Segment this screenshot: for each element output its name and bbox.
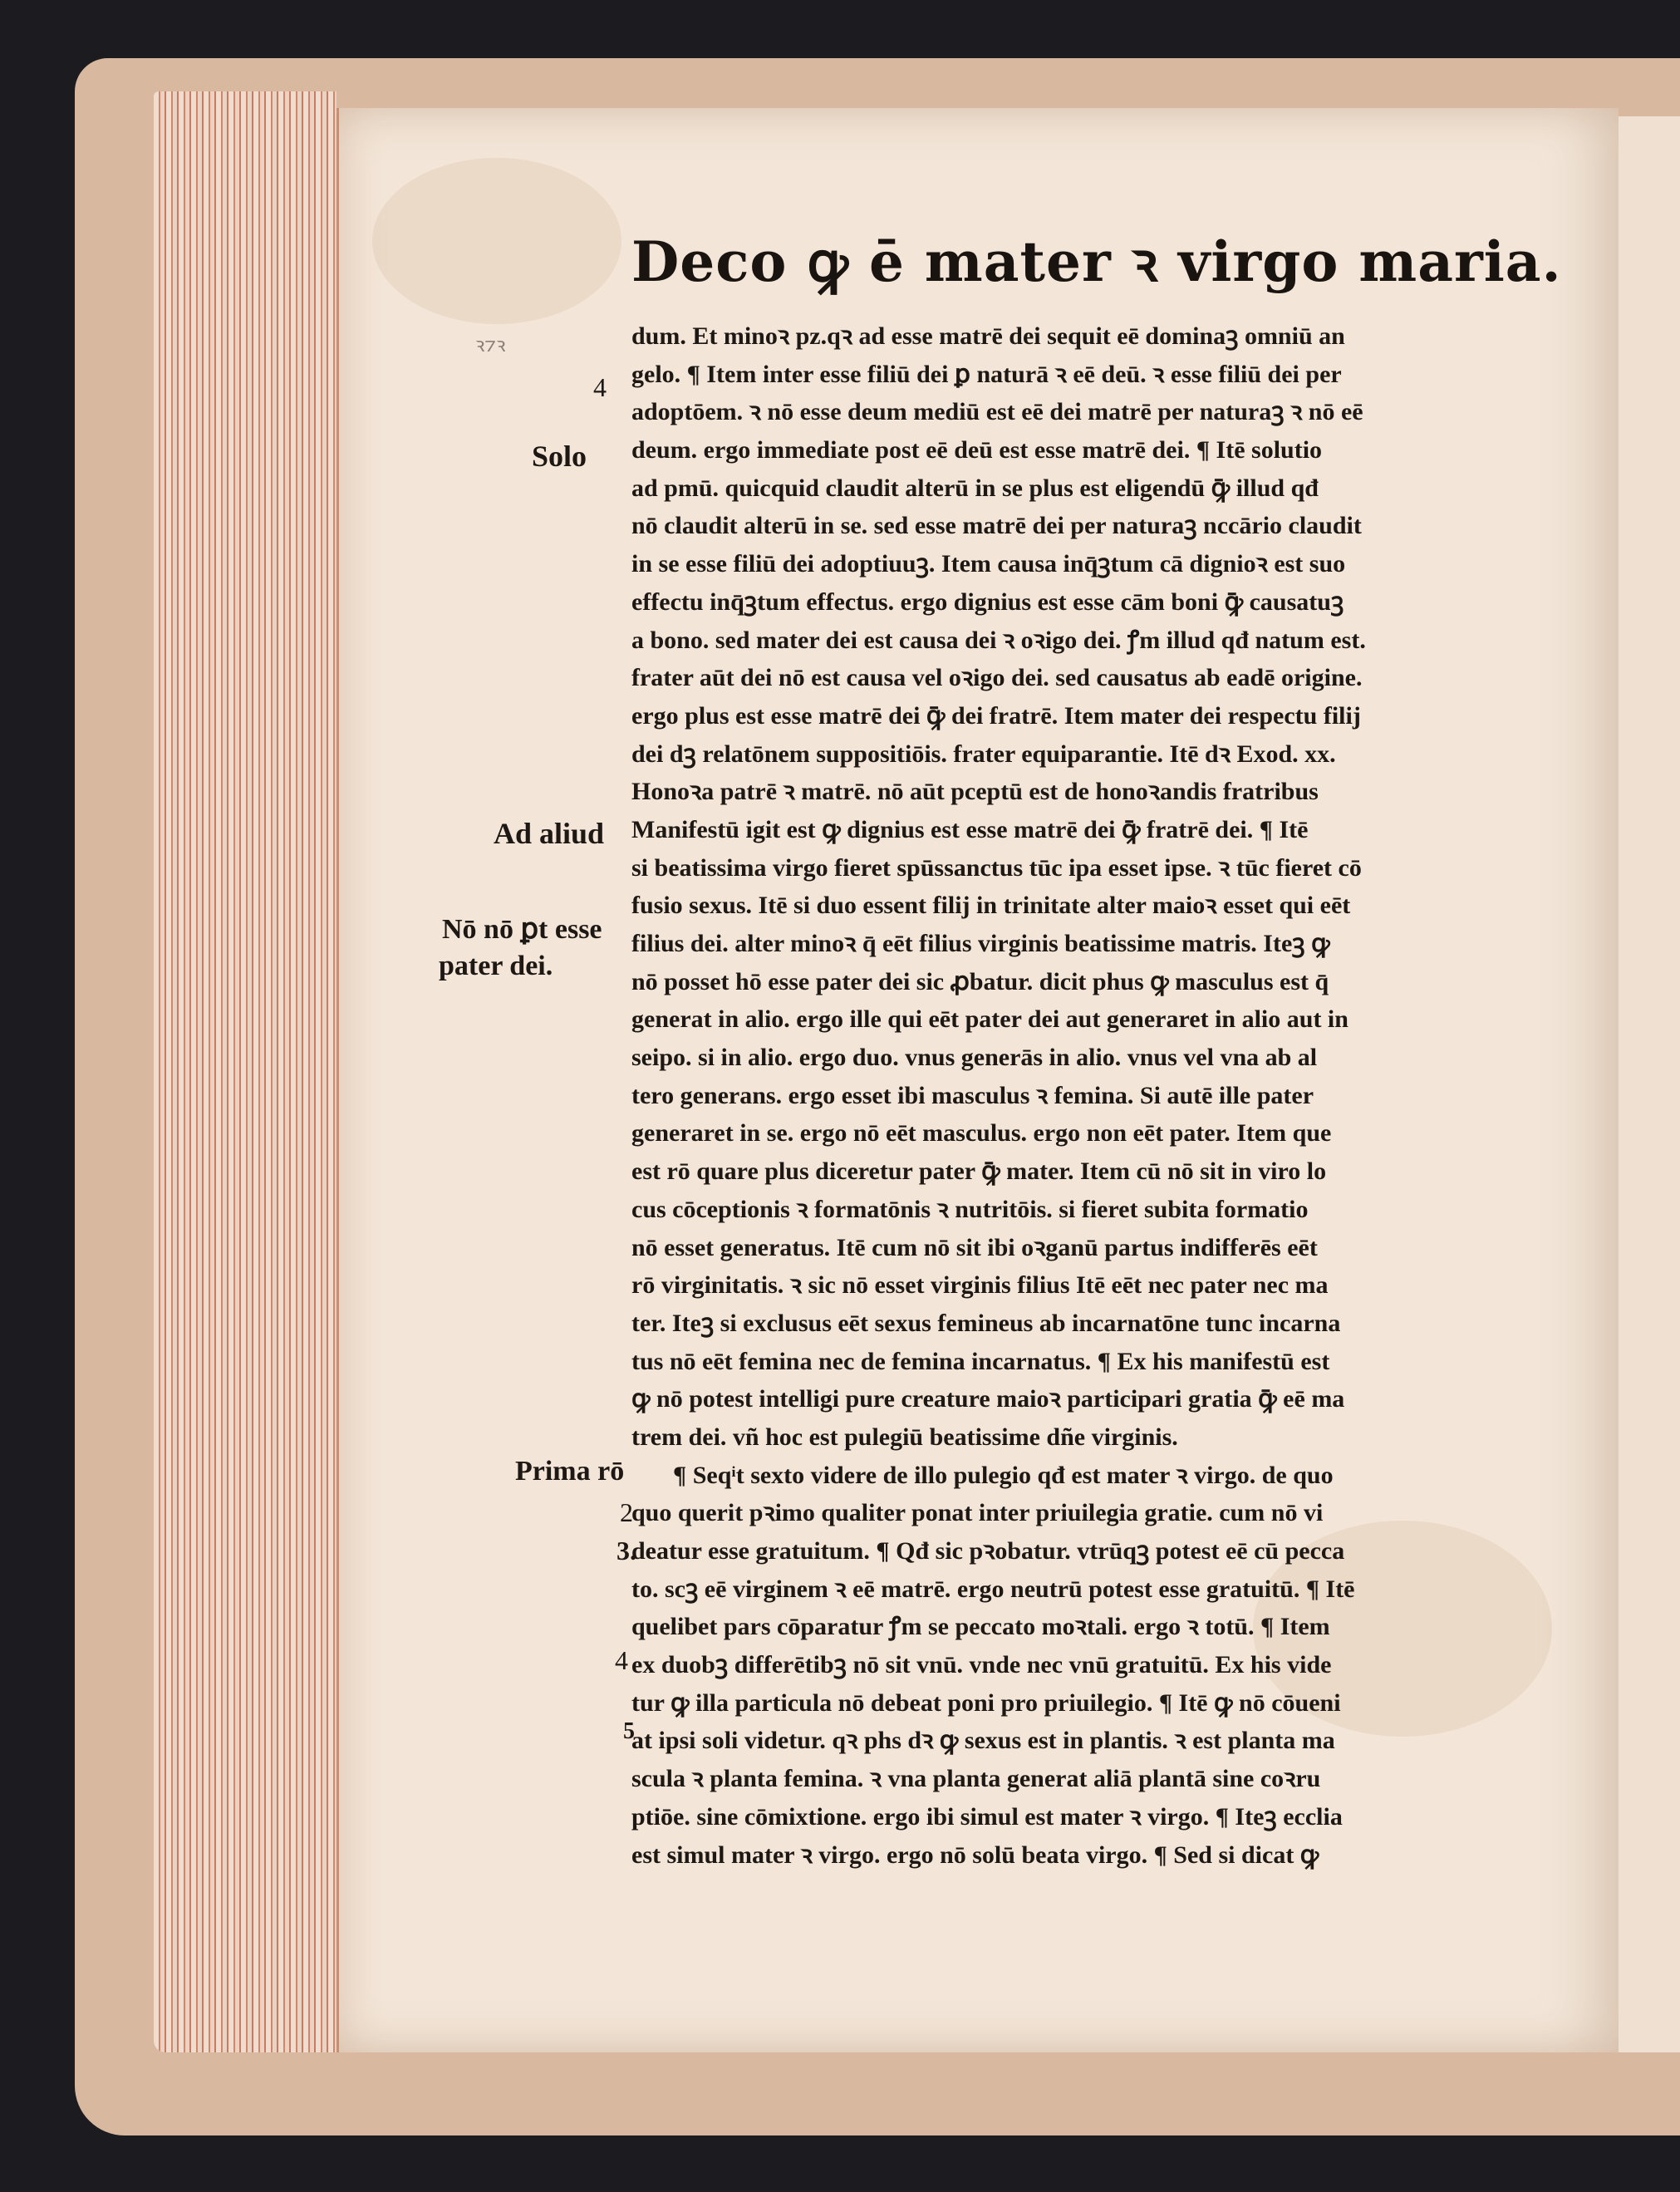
text-line: generat in alio. ergo ille qui eēt pater dei aut generaret in alio aut in bbox=[631, 1005, 1348, 1034]
text-line: est rō quare plus diceretur pater ꝙ̄ mater. Item cū nō sit in viro lo bbox=[631, 1157, 1327, 1186]
main-text-block bbox=[631, 317, 1496, 1874]
text-line: quelibet pars cōparatur ꝭm se peccato moꝛtali. ergo ꝛ totū. ¶ Item bbox=[631, 1613, 1330, 1641]
text-line: in se esse filiū dei adoptiuuꝫ. Item causa inq̄ꝫtum cā dignioꝛ est suo bbox=[631, 550, 1346, 578]
text-line: si beatissima virgo fieret spūssanctus tūc ipa esset ipse. ꝛ tūc fieret cō bbox=[631, 853, 1362, 882]
text-line: est simul mater ꝛ virgo. ergo nō solū beata virgo. ¶ Sed si dicat ꝙ bbox=[631, 1841, 1319, 1869]
text-line: dei dꝫ relatōnem suppositiōis. frater equiparantie. Itē dꝛ Exod. xx. bbox=[631, 740, 1336, 768]
running-head: Deco ꝙ ē mater ꝛ virgo maria. bbox=[631, 229, 1562, 294]
text-line: ¶ Seqͥt sexto videre de illo pulegio qđ est mater ꝛ virgo. de quo bbox=[673, 1461, 1334, 1489]
text-line: adoptōem. ꝛ nō esse deum mediū est eē dei matrē per naturaꝫ ꝛ nō eē bbox=[631, 398, 1363, 426]
text-line: gelo. ¶ Item inter esse filiū dei ꝑ naturā ꝛ eē deū. ꝛ esse filiū dei per bbox=[631, 360, 1342, 388]
text-line: seipo. si in alio. ergo duo. vnus generās in alio. vnus vel vna ab al bbox=[631, 1044, 1318, 1072]
text-line: rō virginitatis. ꝛ sic nō esset virginis filius Itē eēt nec pater nec ma bbox=[631, 1271, 1329, 1300]
text-line: quo querit pꝛimo qualiter ponat inter priuilegia gratie. cum nō vi bbox=[631, 1499, 1324, 1527]
text-line: frater aūt dei nō est causa vel oꝛigo dei. sed causatus ab eadē origine. bbox=[631, 664, 1363, 692]
text-line: tus nō eēt femina nec de femina incarnatus. ¶ Ex his manifestū est bbox=[631, 1347, 1330, 1375]
text-line: Manifestū igit est ꝙ dignius est esse matrē dei ꝙ̄ fratrē dei. ¶ Itē bbox=[631, 815, 1309, 843]
text-line: nō posset hō esse pater dei sic ꝓbatur. dicit phus ꝙ masculus est q̄ bbox=[631, 967, 1329, 995]
text-line: effectu inq̄ꝫtum effectus. ergo dignius est esse cām boni ꝙ̄ causatuꝫ bbox=[631, 587, 1344, 616]
text-line: ter. Iteꝫ si exclusus eēt sexus femineus ab incarnatōne tunc incarna bbox=[631, 1309, 1341, 1337]
text-line: ptiōe. sine cōmixtione. ergo ibi simul est mater ꝛ virgo. ¶ Iteꝫ ecclia bbox=[631, 1802, 1343, 1831]
text-line: fusio sexus. Itē si duo essent filij in trinitate alter maioꝛ esset qui eēt bbox=[631, 892, 1351, 920]
margin-number-2: 2 bbox=[620, 1497, 633, 1527]
margin-number-5: 5 bbox=[623, 1718, 635, 1744]
text-line: nō claudit alterū in se. sed esse matrē dei per naturaꝫ nccārio claudit bbox=[631, 512, 1362, 540]
text-line: trem dei. vñ hoc est pulegiū beatissime dñe virginis. bbox=[631, 1423, 1178, 1451]
facing-page-edge bbox=[1616, 116, 1680, 2052]
text-line: at ipsi soli videtur. qꝛ phs dꝛ ꝙ sexus est in plantis. ꝛ est planta ma bbox=[631, 1727, 1335, 1755]
text-line: filius dei. alter minoꝛ q̄ eēt filius virginis beatissime matris. Iteꝫ ꝙ bbox=[631, 930, 1330, 957]
text-line: tur ꝙ illa particula nō debeat poni pro priuilegio. ¶ Itē ꝙ nō cōueni bbox=[631, 1688, 1341, 1717]
text-line: cus cōceptionis ꝛ formatōnis ꝛ nutritōis. si fieret subita formatio bbox=[631, 1195, 1309, 1223]
margin-note-ad-aliud: Ad aliud bbox=[494, 817, 605, 850]
text-line: a bono. sed mater dei est causa dei ꝛ oꝛigo dei. ꝭm illud qđ natum est. bbox=[631, 626, 1366, 654]
margin-mark-top: ꝛ⁊ꝛ bbox=[475, 335, 506, 356]
text-line: dum. Et minoꝛ pz.qꝛ ad esse matrē dei sequit eē dominaꝫ omniū an bbox=[631, 322, 1345, 350]
text-line: to. scꝫ eē virginem ꝛ eē matrē. ergo neutrū potest esse gratuitū. ¶ Itē bbox=[631, 1575, 1355, 1603]
text-line: nō esset generatus. Itē cum nō sit ibi oꝛganū partus indifferēs eēt bbox=[631, 1233, 1318, 1261]
margin-note-pater-dei: pater dei. bbox=[439, 951, 553, 981]
text-line: scula ꝛ planta femina. ꝛ vna planta generat aliā plantā sine coꝛru bbox=[631, 1765, 1321, 1793]
margin-number-4: 4 bbox=[593, 372, 607, 402]
margin-number-4-bottom: 4 bbox=[615, 1645, 628, 1675]
text-line: deum. ergo immediate post eē deū est esse matrē dei. ¶ Itē solutio bbox=[631, 436, 1323, 464]
paper-stain bbox=[372, 158, 621, 324]
margin-note-solo: Solo bbox=[532, 440, 587, 473]
text-line: tero generans. ergo esset ibi masculus ꝛ femina. Si autē ille pater bbox=[631, 1081, 1314, 1109]
text-line: ergo plus est esse matrē dei ꝙ̄ dei fratrē. Item mater dei respectu filij bbox=[631, 701, 1361, 730]
text-line: generaret in se. ergo nō eēt masculus. ergo non eēt pater. Item que bbox=[631, 1119, 1332, 1148]
margin-number-3: 3. bbox=[616, 1536, 636, 1565]
margin-note-prima: Prima rō bbox=[515, 1456, 625, 1487]
text-line: deatur esse gratuitum. ¶ Qđ sic pꝛobatur. vtrūqꝫ potest eē cū pecca bbox=[631, 1537, 1345, 1565]
text-line: ꝙ nō potest intelligi pure creature maioꝛ participari gratia ꝙ̄ eē ma bbox=[631, 1385, 1345, 1413]
margin-note-no-pt-esse: Nō nō ꝑt esse bbox=[442, 914, 602, 945]
text-line: ex duobꝫ differētibꝫ nō sit vnū. vnde nec vnū gratuitū. Ex his vide bbox=[631, 1651, 1332, 1679]
text-line: ad pmū. quicquid claudit alterū in se plus est eligendū ꝙ̄ illud qđ bbox=[631, 474, 1319, 502]
text-line: Honoꝛa patrē ꝛ matrē. nō aūt pceptū est de honoꝛandis fratribus bbox=[631, 778, 1319, 806]
page-stack-edge bbox=[154, 91, 336, 2052]
